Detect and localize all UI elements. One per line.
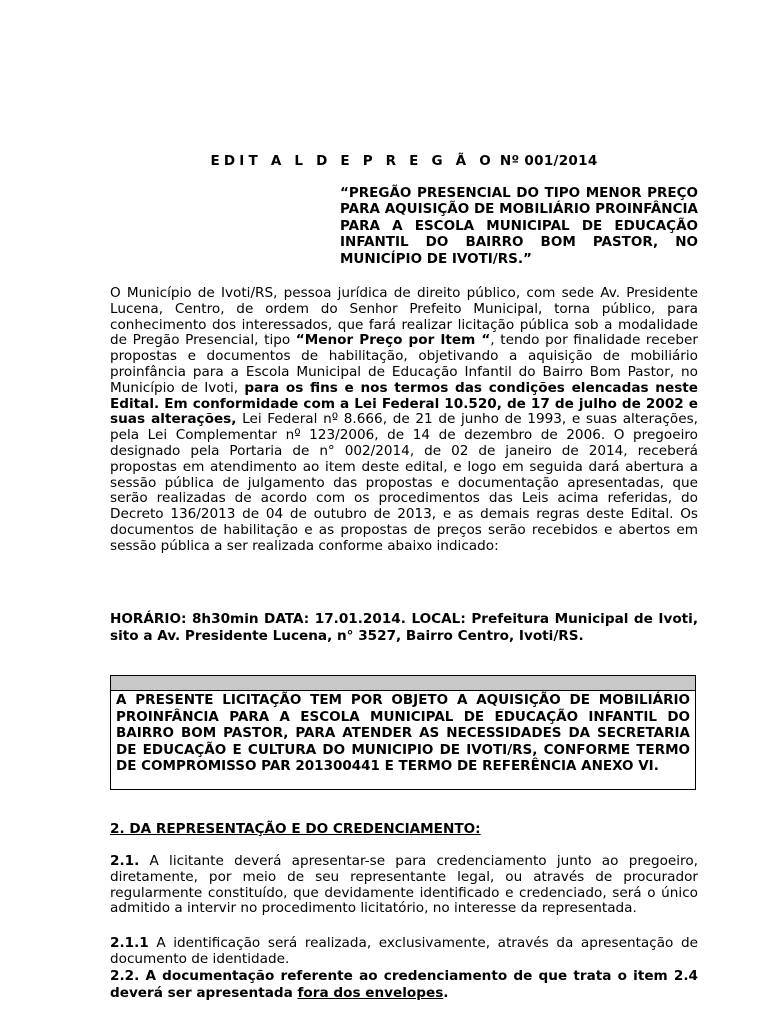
edital-title-number: Nº 001/2014: [494, 153, 598, 169]
edital-title-label: EDIT A L D E P R E G Ã O: [210, 153, 495, 169]
intro-part-1: O Município de Ivoti/RS, pessoa jurídica de direito público, com sede Av. Presidente Lucena, Centro, de ordem do Senhor Prefeito Municipal, torna público, para conhecimento dos interessados, que fará realizar licitação pública sob a modalidade de Pregão Presencial, tipo: [110, 285, 698, 349]
item-2-1-1-label: 2.1.1: [110, 935, 149, 951]
edital-title: [110, 153, 698, 169]
item-2-1: [110, 854, 698, 917]
intro-part-2: , tendo por finalidade receber propostas e documentos de habilitação, objetivando a aquisição de mobiliário proinfância para a Escola Municipal de Educação Infantil do Bairro Bom Pastor, no Município de Ivoti,: [110, 332, 698, 396]
schedule-paragraph: HORÁRIO: 8h30min DATA: 17.01.2014. LOCAL: Prefeitura Municipal de Ivoti, sito a Av. Presidente Lucena, n° 3527, Bairro Centro, Ivoti/RS.: [110, 611, 698, 644]
item-2-1-text: A licitante deverá apresentar-se para credenciamento junto ao pregoeiro, diretamente, por meio de seu representante legal, ou através de procurador regularmente constituído, que devidamente identificado e credenciado, será o único admitido a intervir no procedimento licitatório, no interesse da representada.: [110, 853, 698, 917]
item-2-2-text: 2.2. A documentação referente ao credenciamento de que trata o item 2.4 deverá ser apresentada: [110, 968, 698, 1001]
item-2-1-1-text: A identificação será realizada, exclusivamente, através da apresentação de documento de identidade.: [110, 935, 698, 967]
object-box: [110, 675, 696, 790]
item-2-1-1: [110, 936, 698, 968]
intro-bold-1: “Menor Preço por Item “: [295, 332, 491, 349]
object-box-header-bar: [111, 676, 695, 691]
intro-part-3: Lei Federal nº 8.666, de 21 de junho de 1993, e suas alterações, pela Lei Complementar nº 123/2006, de 14 de dezembro de 2006. O pregoeiro designado pela Portaria de n° 002/2014, de 02 de janeiro de 2014, receberá propostas em atendimento ao item deste edital, e logo em seguida dará abertura a sessão pública de julgamento das propostas e documentação apresentadas, que serão realizadas de acordo com os procedimentos das Leis acima referidas, do Decreto 136/2013 de 04 de outubro de 2013, e as demais regras deste Edital. Os documentos de habilitação e as propostas de preços serão recebidos e abertos em sessão pública a ser realizada conforme abaixo indicado:: [110, 411, 698, 554]
item-2-2-end: .: [443, 985, 449, 1001]
item-2-1-label: 2.1.: [110, 853, 140, 869]
item-2-2: [110, 968, 698, 1002]
section-2-heading: 2. DA REPRESENTAÇÃO E DO CREDENCIAMENTO:: [110, 821, 481, 837]
intro-bold-2: para os fins e nos termos das condições elencadas neste Edital. Em conformidade com a Lei Federal 10.520, de 17 de julho de 2002 e suas alterações,: [110, 379, 699, 428]
edital-subtitle: “PREGÃO PRESENCIAL DO TIPO MENOR PREÇO PARA AQUISIÇÃO DE MOBILIÁRIO PROINFÂNCIA PARA A ESCOLA MUNICIPAL DE EDUCAÇÃO INFANTIL DO BAIRRO BOM PASTOR, NO MUNICÍPIO DE IVOTI/RS.”: [340, 185, 698, 267]
object-text: A PRESENTE LICITAÇÃO TEM POR OBJETO A AQUISIÇÃO DE MOBILIÁRIO PROINFÂNCIA PARA A ESCOLA MUNICIPAL DE EDUCAÇÃO INFANTIL DO BAIRRO BOM PASTOR, PARA ATENDER AS NECESSIDADES DA SECRETARIA DE EDUCAÇÃO E CULTURA DO MUNICIPIO DE IVOTI/RS, CONFORME TERMO DE COMPROMISSO PAR 201300441 E TERMO DE REFERÊNCIA ANEXO VI.: [116, 692, 690, 774]
intro-paragraph: [110, 286, 698, 555]
item-2-2-underlined: fora dos envelopes: [297, 985, 444, 1001]
